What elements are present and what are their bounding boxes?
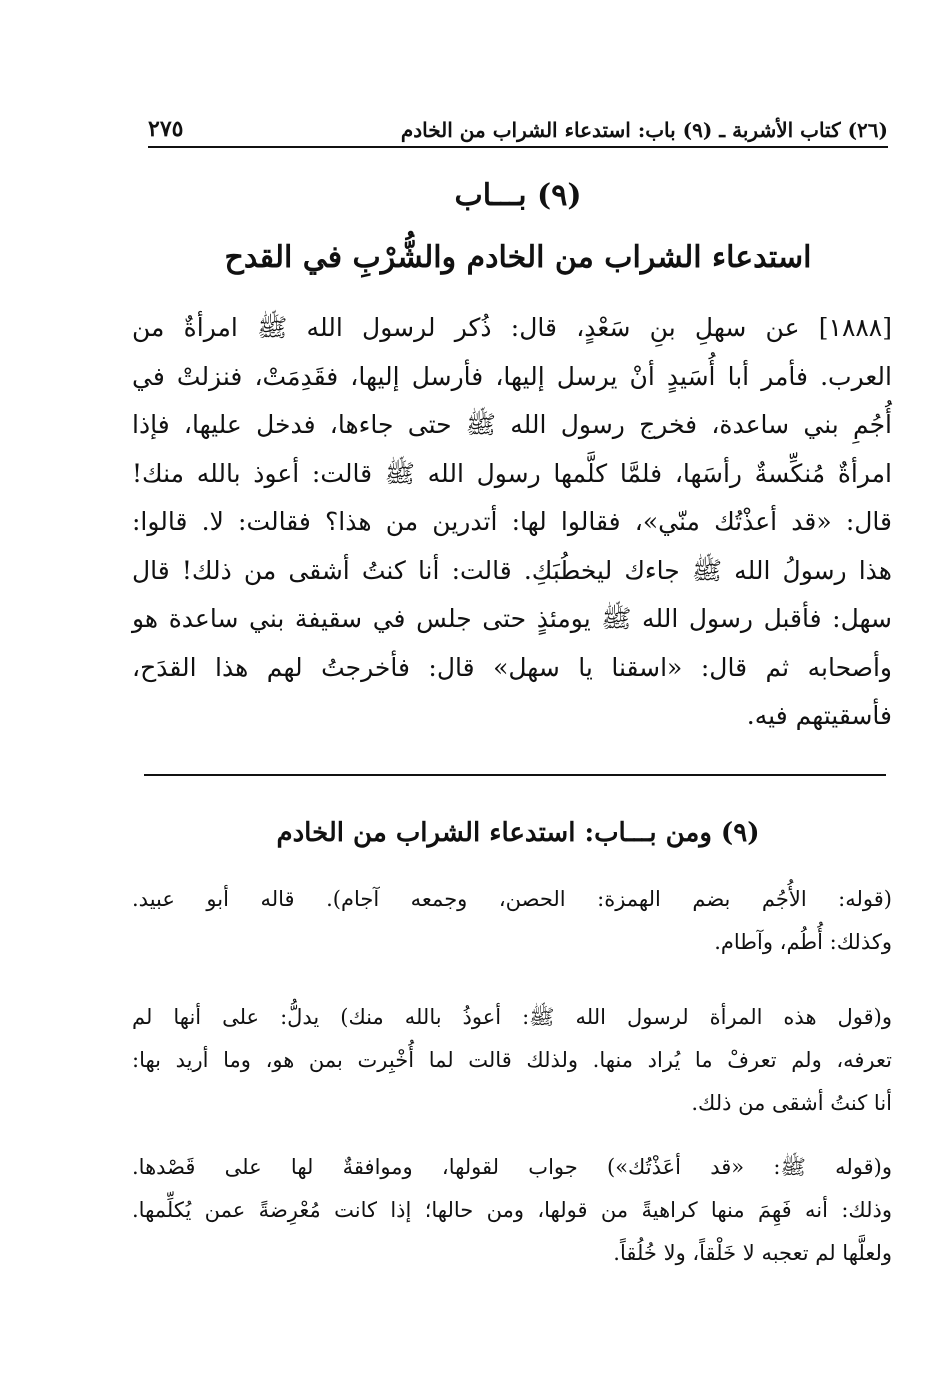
commentary-paragraph xyxy=(132,996,892,1125)
commentary-title: (٩) ومن بـــاب: استدعاء الشراب من الخادم xyxy=(276,818,760,848)
page-number: ٢٧٥ xyxy=(148,116,184,142)
hadith-line: وأصحابه ثم قال: «اسقنا يا سهل» قال: فأخرجتُ لهم هذا القدَح، xyxy=(132,652,892,682)
commentary-line: و(قوله ﷺ: «قد أعَذْتُك») جواب لقولها، وموافقةٌ لها على قَصْدها. xyxy=(132,1155,892,1179)
commentary-line: (قوله: الأُجُم بضم الهمزة: الحصن، وجمعه آجام). قاله أبو عبيد. xyxy=(132,887,892,911)
commentary-line: وكذلك: أُطُم، وآطام. xyxy=(714,930,892,954)
commentary-paragraph xyxy=(132,1146,892,1275)
section-title: استدعاء الشراب من الخادم والشُّرْبِ في القدح xyxy=(224,240,812,275)
hadith-line: العرب. فأمر أبا أُسَيدٍ أنْ يرسل إليها، فأرسل إليها، فقَدِمَتْ، فنزلتْ في xyxy=(132,361,892,391)
running-title: (٢٦) كتاب الأشربة ـ (٩) باب: استدعاء الشراب من الخادم xyxy=(400,118,888,142)
hadith-line: [١٨٨٨] عن سهلِ بنِ سَعْدٍ، قال: ذُكر لرسول الله ﷺ امرأةٌ من xyxy=(132,313,892,342)
commentary-line: أنا كنتُ أشقى من ذلك. xyxy=(691,1091,892,1115)
hadith-line: أُجُمِ بني ساعدة، فخرج رسول الله ﷺ حتى جاءها، فدخل عليها، فإذا xyxy=(132,410,892,439)
hadith-line: قال: «قد أعذْتُك منّي»، فقالوا لها: أتدرين من هذا؟ فقالت: لا. قالوا: xyxy=(132,507,892,536)
section-divider xyxy=(144,774,886,776)
commentary-line: تعرفه، ولم تعرفْ ما يُراد منها. ولذلك قالت لما أُخْبِرت بمن هو، وما أريد بها: xyxy=(132,1048,892,1072)
commentary-line: وذلك: أنه فَهِمَ منها كراهيةً من قولها، ومن حالها؛ إذا كانت مُعْرِضةً عمن يُكلِّمها. xyxy=(132,1198,892,1222)
chapter-title: (٩) بـــاب xyxy=(454,178,582,213)
hadith-line: هذا رسولُ الله ﷺ جاءك ليخطُبَكِ. قالت: أنا كنتُ أشقى من ذلك! قال xyxy=(132,555,892,585)
commentary-paragraph xyxy=(132,878,892,964)
hadith-text xyxy=(132,304,892,741)
page-header xyxy=(148,112,888,148)
hadith-line: سهل: فأقبل رسول الله ﷺ يومئذٍ حتى جلس في سقيفة بني ساعدة هو xyxy=(132,604,892,633)
commentary-line: ولعلَّها لم تعجبه لا خَلْقاً، ولا خُلُقاً. xyxy=(613,1241,892,1265)
hadith-line: امرأةٌ مُنكِّسةٌ رأسَها، فلمَّا كلَّمها رسول الله ﷺ قالت: أعوذ بالله منك! xyxy=(132,458,893,488)
commentary-line: و(قول هذه المرأة لرسول الله ﷺ: أعوذُ بالله منك) يدلُّ: على أنها لم xyxy=(132,1005,892,1029)
hadith-line: فأسقيتهم فيه. xyxy=(746,701,892,730)
